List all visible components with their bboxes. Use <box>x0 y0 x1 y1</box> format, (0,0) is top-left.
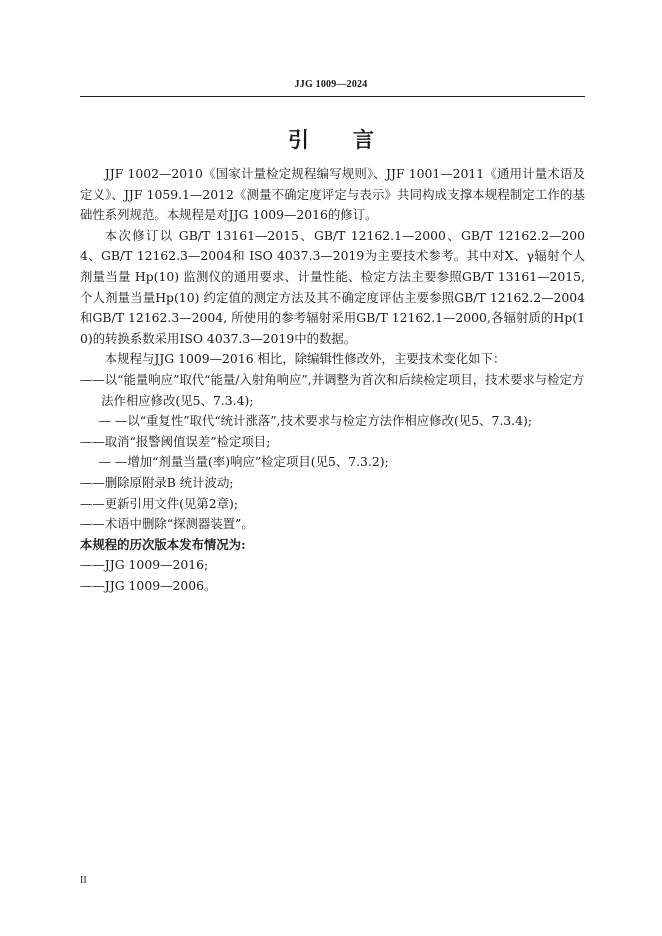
header-rule <box>80 96 585 97</box>
change-item-alarm-threshold: ——取消“报警阈值误差”检定项目; <box>80 433 271 449</box>
change-item-references: ——更新引用文件(见第2章); <box>80 495 239 511</box>
history-version-2006: ——JJG 1009—2006。 <box>80 577 217 593</box>
running-header: JJG 1009—2024 <box>294 79 368 90</box>
paragraph-changes-intro: 本规程与JJG 1009—2016 相比，除编辑性修改外，主要技术变化如下： <box>104 351 506 367</box>
history-heading: 本规程的历次版本发布情况为: <box>80 536 246 552</box>
change-item-repeatability: — —以“重复性”取代“统计涨落”,技术要求与检定方法作相应修改(见5、7.3.4); <box>98 413 532 429</box>
page-number: II <box>80 875 87 886</box>
change-item-terms: ——术语中删除“探测器装置”。 <box>80 516 254 532</box>
body-content <box>80 164 585 596</box>
change-item-appendix-b: ——删除原附录B 统计波动; <box>80 474 234 490</box>
paragraph-revision-basis: 本次修订以 GB/T 13161—2015、GB/T 12162.1—2000、GB/T 12162.2—2004、GB/T 12162.3—2004和 ISO 4037.3—2019为主要技术参考。其中对X、γ辐射个人剂量当量 Hp(10) 监测仪的通用要求、计量性能、检定方法主要参照GB/T 13161—2015,个人剂量当量Hp(10) 约定值的测定方法及其不确定度评估主要参照GB/T 12162.2—2004和GB/T 12162.3—2004, 所使用的参考辐射采用GB/T 12162.1—2000,各辐射质的Hp(10)的转换系数采用ISO 4037.3—2019中的数据。 <box>80 227 585 346</box>
change-item-energy-response: ——以“能量响应”取代“能量/入射角响应”,并调整为首次和后续检定项目，技术要求与检定方法作相应修改(见5、7.3.4); <box>80 371 585 408</box>
page-title: 引言 <box>288 127 418 152</box>
change-item-dose-response: — —增加“剂量当量(率)响应”检定项目(见5、7.3.2); <box>98 454 389 470</box>
history-version-2016: ——JJG 1009—2016; <box>80 557 209 573</box>
paragraph-references: JJF 1002—2010《国家计量检定规程编写规则》、JJF 1001—2011《通用计量术语及定义》、JJF 1059.1—2012《测量不确定度评定与表示》共同构成支撑本规程制定工作的基础性系列规范。本规程是对JJG 1009—2016的修订。 <box>80 166 585 223</box>
